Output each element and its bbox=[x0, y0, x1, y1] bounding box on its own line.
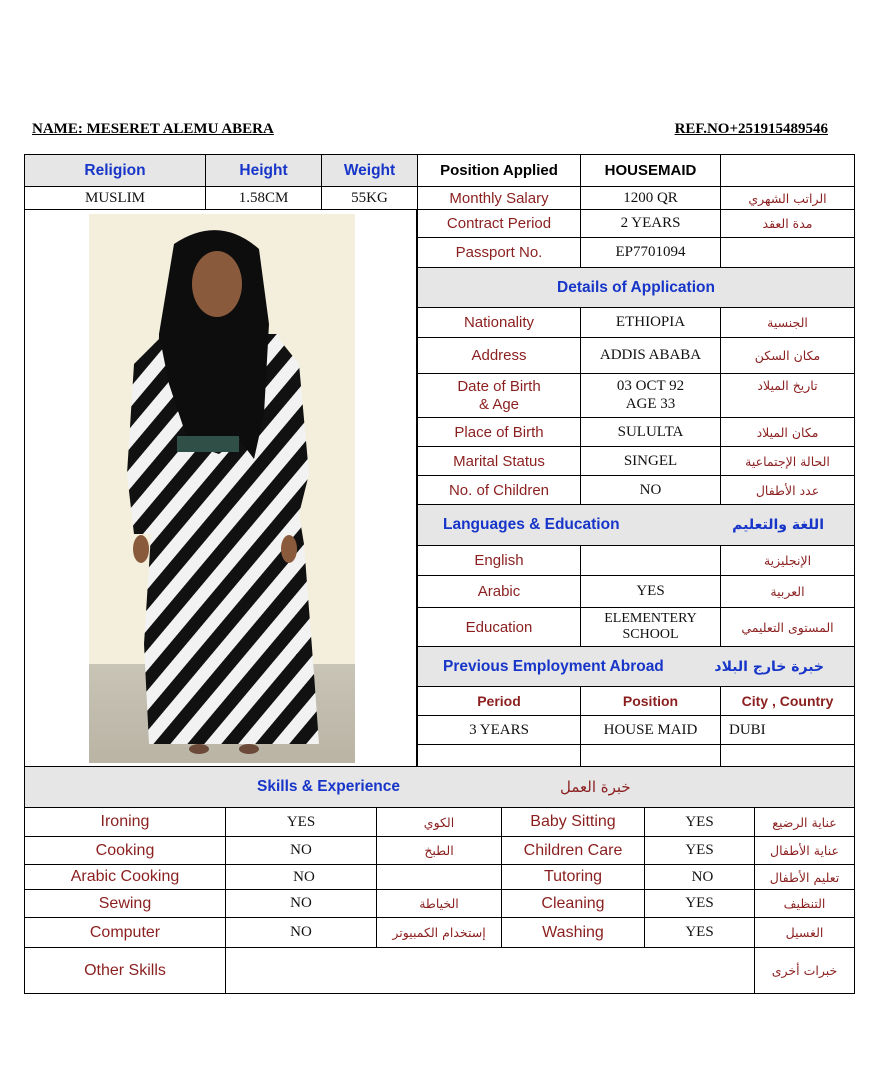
children-label: No. of Children bbox=[417, 475, 581, 505]
skill-cleaning-arabic: التنظيف bbox=[754, 889, 855, 918]
monthly-salary-label: Monthly Salary bbox=[417, 186, 581, 210]
skills-title: Skills & Experience bbox=[257, 778, 401, 795]
reference-number: REF.NO+251915489546 bbox=[674, 121, 828, 137]
contract-period-arabic: مدة العقد bbox=[720, 209, 855, 238]
dob-value-date: 03 OCT 92 bbox=[616, 378, 685, 395]
passport-label: Passport No. bbox=[417, 237, 581, 268]
english-arabic: الإنجليزية bbox=[720, 545, 855, 576]
skill-arabic-cooking-value: NO bbox=[225, 864, 377, 890]
religion-header: Religion bbox=[24, 154, 206, 187]
marital-status-value: SINGEL bbox=[580, 446, 721, 476]
employment-title-arabic: خبرة خارج البلاد bbox=[714, 658, 824, 675]
dob-arabic: تاريخ الميلاد bbox=[720, 373, 855, 418]
employment-period-value: 3 YEARS bbox=[417, 715, 581, 745]
employment-section-title bbox=[417, 646, 855, 687]
weight-value: 55KG bbox=[321, 186, 418, 210]
languages-title-arabic: اللغة والتعليم bbox=[732, 517, 824, 533]
languages-section-title bbox=[417, 504, 855, 546]
applicant-photo bbox=[89, 214, 355, 763]
nationality-label: Nationality bbox=[417, 307, 581, 338]
skill-ironing-label: Ironing bbox=[24, 807, 226, 837]
place-of-birth-value: SULULTA bbox=[580, 417, 721, 447]
skill-baby-sitting-label: Baby Sitting bbox=[501, 807, 645, 837]
skill-sewing-arabic: الخياطة bbox=[376, 889, 502, 918]
skill-children-care-label: Children Care bbox=[501, 836, 645, 865]
applicant-name: NAME: MESERET ALEMU ABERA bbox=[32, 121, 274, 137]
children-arabic: عدد الأطفال bbox=[720, 475, 855, 505]
skill-cooking-value: NO bbox=[225, 836, 377, 865]
skill-washing-label: Washing bbox=[501, 917, 645, 948]
dob-value-age: AGE 33 bbox=[625, 395, 676, 412]
arabic-value: YES bbox=[580, 575, 721, 608]
height-header: Height bbox=[205, 154, 322, 187]
employment-col-city: City , Country bbox=[720, 686, 855, 716]
address-arabic: مكان السكن bbox=[720, 337, 855, 374]
skill-tutoring-value: NO bbox=[644, 864, 755, 890]
skill-washing-value: YES bbox=[644, 917, 755, 948]
skill-cleaning-label: Cleaning bbox=[501, 889, 645, 918]
skill-arabic-cooking-arabic bbox=[376, 864, 502, 890]
skill-tutoring-arabic: تعليم الأطفال bbox=[754, 864, 855, 890]
employment-empty-city bbox=[720, 744, 855, 767]
skill-tutoring-label: Tutoring bbox=[501, 864, 645, 890]
skill-sewing-label: Sewing bbox=[24, 889, 226, 918]
nationality-value: ETHIOPIA bbox=[580, 307, 721, 338]
languages-title: Languages & Education bbox=[443, 516, 620, 533]
marital-status-label: Marital Status bbox=[417, 446, 581, 476]
position-applied-label: Position Applied bbox=[417, 154, 581, 187]
dob-label bbox=[417, 373, 581, 418]
skill-sewing-value: NO bbox=[225, 889, 377, 918]
monthly-salary-value: 1200 QR bbox=[580, 186, 721, 210]
address-label: Address bbox=[417, 337, 581, 374]
dob-label-line1: Date of Birth bbox=[457, 378, 541, 396]
dob-value bbox=[580, 373, 721, 418]
skills-title-arabic: خبرة العمل bbox=[560, 778, 631, 796]
employment-empty-position bbox=[580, 744, 721, 767]
skill-ironing-arabic: الكوي bbox=[376, 807, 502, 837]
other-skills-value bbox=[225, 947, 755, 994]
employment-position-value: HOUSE MAID bbox=[580, 715, 721, 745]
details-section-title: Details of Application bbox=[417, 267, 855, 308]
skill-children-care-value: YES bbox=[644, 836, 755, 865]
passport-empty-cell bbox=[720, 237, 855, 268]
address-value: ADDIS ABABA bbox=[580, 337, 721, 374]
other-skills-arabic: خبرات أخرى bbox=[754, 947, 855, 994]
religion-value: MUSLIM bbox=[24, 186, 206, 210]
weight-header: Weight bbox=[321, 154, 418, 187]
education-label: Education bbox=[417, 607, 581, 647]
passport-value: EP7701094 bbox=[580, 237, 721, 268]
position-applied-value: HOUSEMAID bbox=[580, 154, 721, 187]
monthly-salary-arabic: الراتب الشهري bbox=[720, 186, 855, 210]
employment-empty-period bbox=[417, 744, 581, 767]
skills-section-title bbox=[24, 766, 855, 808]
arabic-arabic: العربية bbox=[720, 575, 855, 608]
education-arabic: المستوى التعليمي bbox=[720, 607, 855, 647]
employment-col-position: Position bbox=[580, 686, 721, 716]
skill-computer-arabic: إستخدام الكمبيوتر bbox=[376, 917, 502, 948]
arabic-label: Arabic bbox=[417, 575, 581, 608]
other-skills-label: Other Skills bbox=[24, 947, 226, 994]
skill-cooking-arabic: الطبخ bbox=[376, 836, 502, 865]
position-empty-cell bbox=[720, 154, 855, 187]
skill-washing-arabic: الغسيل bbox=[754, 917, 855, 948]
employment-city-value: DUBI bbox=[720, 715, 855, 745]
contract-period-value: 2 YEARS bbox=[580, 209, 721, 238]
height-value: 1.58CM bbox=[205, 186, 322, 210]
children-value: NO bbox=[580, 475, 721, 505]
english-value bbox=[580, 545, 721, 576]
place-of-birth-label: Place of Birth bbox=[417, 417, 581, 447]
marital-status-arabic: الحالة الإجتماعية bbox=[720, 446, 855, 476]
skill-cleaning-value: YES bbox=[644, 889, 755, 918]
english-label: English bbox=[417, 545, 581, 576]
skill-baby-sitting-arabic: عناية الرضيع bbox=[754, 807, 855, 837]
skill-baby-sitting-value: YES bbox=[644, 807, 755, 837]
education-value-line2: SCHOOL bbox=[622, 627, 679, 642]
skill-arabic-cooking-label: Arabic Cooking bbox=[24, 864, 226, 890]
education-value-line1: ELEMENTERY bbox=[604, 610, 697, 626]
employment-col-period: Period bbox=[417, 686, 581, 716]
skill-computer-value: NO bbox=[225, 917, 377, 948]
place-of-birth-arabic: مكان الميلاد bbox=[720, 417, 855, 447]
education-value bbox=[580, 607, 721, 647]
employment-title: Previous Employment Abroad bbox=[443, 657, 664, 675]
nationality-arabic: الجنسية bbox=[720, 307, 855, 338]
skill-computer-label: Computer bbox=[24, 917, 226, 948]
contract-period-label: Contract Period bbox=[417, 209, 581, 238]
skill-children-care-arabic: عناية الأطفال bbox=[754, 836, 855, 865]
dob-label-line2: & Age bbox=[478, 395, 520, 413]
skill-cooking-label: Cooking bbox=[24, 836, 226, 865]
skill-ironing-value: YES bbox=[225, 807, 377, 837]
